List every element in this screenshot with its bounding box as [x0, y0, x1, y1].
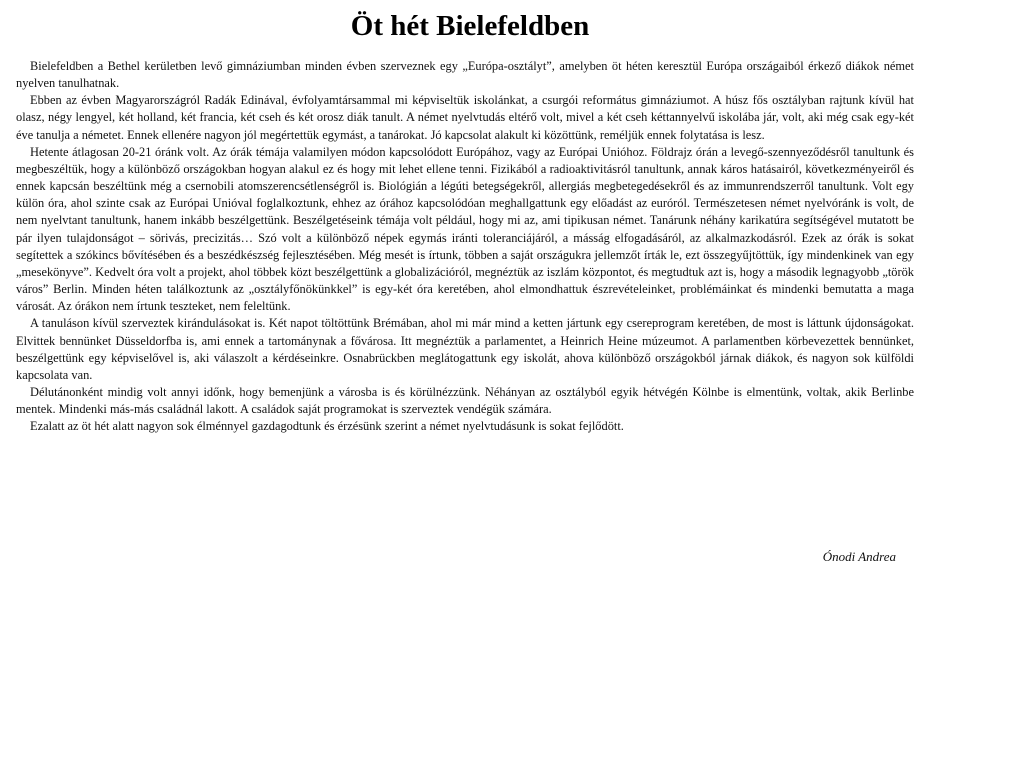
author-signature: Ónodi Andrea: [822, 549, 896, 564]
paragraph-afternoons: Délutánonként mindig volt annyi időnk, hogy bemenjünk a városba is és körülnézzünk. Néhányan az osztályból egyik hétvégén Kölnbe is elmentünk, voltak, akik Berlinbe mentek. Mindenki más-más családnál lakott. A családok saját programokat is szerveztek vendégük számára.: [16, 384, 914, 417]
article-body: [16, 58, 914, 435]
paragraph-trips: A tanuláson kívül szerveztek kirándulásokat is. Két napot töltöttünk Brémában, ahol mi már mind a ketten jártunk egy csereprogram keretében, de most is láttunk újdonságokat. Elvittek bennünket Düsseldorfba is, ami ennek a tartománynak a fővárosa. Itt megnéztük a parlamentet, a Heinrich Heine múzeumot. A parlamentben körbevezettek bennünket, beszélgettünk egy képviselővel is, aki válaszolt a kérdéseinkre. Osnabrückben meglátogattunk egy iskolát, ahova különböző országokból járnak diákok, és nagyon sok külföldi kapcsolata van.: [16, 316, 914, 382]
paragraph-conclusion: Ezalatt az öt hét alatt nagyon sok élménnyel gazdagodtunk és érzésünk szerint a német nyelvtudásunk is sokat fejlődött.: [30, 419, 624, 434]
article-title: Öt hét Bielefeldben: [350, 10, 590, 42]
paragraph-class: Ebben az évben Magyarországról Radák Edinával, évfolyamtársammal mi képviseltük iskolánkat, a csurgói református gimnáziumot. A húsz fős osztályban rajtunk kívül hat olasz, négy lengyel, két holland, két francia, két cseh és két orosz diák tanult. A német nyelvtudás eltérő volt, mivel a két cseh kéttannyelvű iskolába jár, volt, aki még csak egy-két éve tanulja a németet. Ennek ellenére nagyon jól megértettük egymást, a tanárokat. Jó kapcsolat alakult ki közöttünk, reméljük ennek folytatása is lesz.: [16, 93, 914, 142]
paragraph-lessons: Hetente átlagosan 20-21 óránk volt. Az órák témája valamilyen módon kapcsolódott Európához, vagy az Európai Unióhoz. Földrajz órán a levegő-szennyeződésről tanultunk és megbeszéltük, hogy a különböző országokban hogyan alakul ez és hogy mit lehet ellene tenni. Fizikából a radioaktivitásról tanultunk, annak káros hatásairól, következményeiről és ennek kapcsán beszéltünk még a csernobili atomszerencsétlenségről is. Biológián a légúti betegségekről, allergiás megbetegedésekről és az immunrendszerről tanultunk. Volt egy külön óra, ahol szinte csak az Európai Unióval foglalkoztunk, ehhez az órához kapcsolódóan meghallgattunk egy előadást az euróról. Természetesen német nyelvóránk is volt, de nem nyelvtant tanultunk, hanem inkább beszélgettünk. Beszélgetéseink témája volt például, hogy mi az, ami tipikusan német. Tanárunk néhány karikatúra segítségével mutatott be pár ilyen tulajdonságot – sörivás, precizitás… Szó volt a különböző népek egymás iránti toleranciájáról, a másság elfogadásáról, az alkalmazkodásról. Ezek az órák is sokat segítettek a szókincs bővítésében és a beszédkészség fejlesztésében. Még mesét is írtunk, többen a saját országukra jellemzőt írták le, ezt összegyűjtöttük, így mindenkinek van egy „mesekönyve”. Kedvelt óra volt a projekt, ahol többek közt beszélgettünk a globalizációról, megnéztük az iszlám központot, és megtudtuk azt is, hogy a második legnagyobb „török város” Berlin. Minden héten találkoztunk az „osztályfőnökünkkel” is egy-két óra keretében, ahol elmondhattuk észrevételeinket, problémáinkat és mindenki bemutatta a maga városát. Az órákon nem írtunk teszteket, nem feleltünk.: [16, 144, 914, 314]
paragraph-intro: Bielefeldben a Bethel kerületben levő gimnáziumban minden évben szerveznek egy „Európa-osztályt”, amelyben öt héten keresztül Európa országaiból érkező diákok német nyelven tanulhatnak.: [16, 59, 914, 91]
